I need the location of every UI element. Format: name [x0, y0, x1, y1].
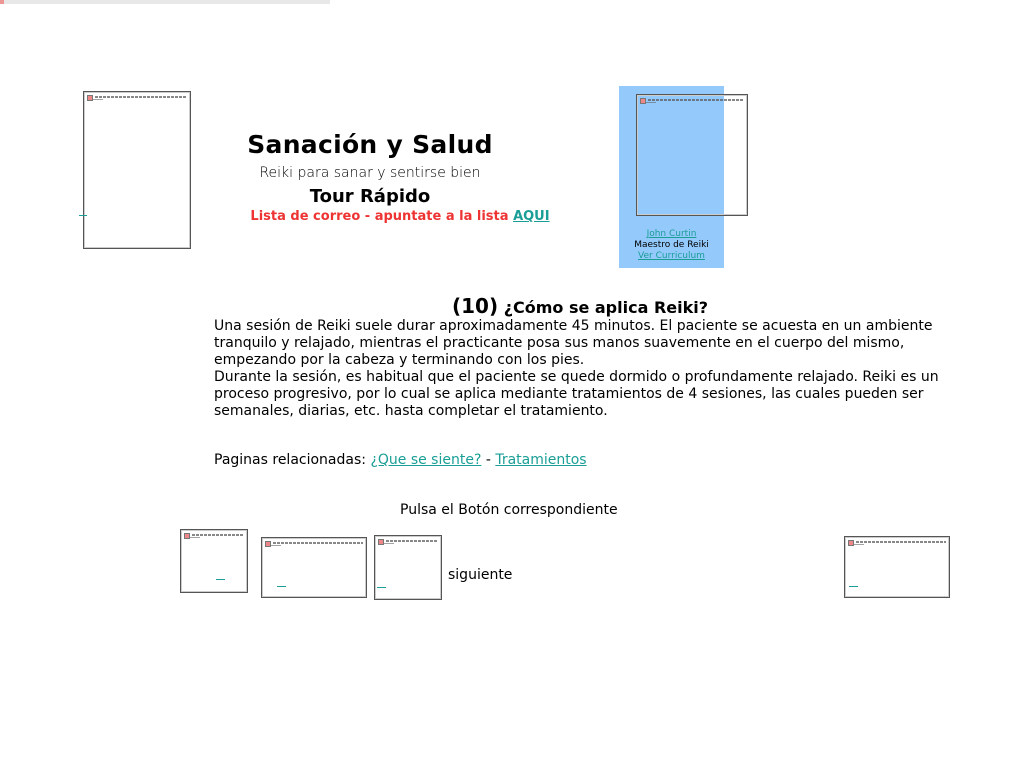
related-pages: [214, 452, 587, 468]
next-label: siguiente: [448, 567, 513, 583]
tour-heading: Tour Rápido: [309, 186, 431, 207]
broken-image-icon: [87, 95, 93, 101]
article-paragraph-2: Durante la sesión, es habitual que el paciente se quede dormido o profundamente relajado. Reiki es un proceso progresivo, por lo cual se aplica mediante tratamientos de 4 sesiones, las cuales pueden ser semanales, diarias, etc. hasta completar el tratamiento.: [214, 369, 939, 419]
left-image-link[interactable]: [79, 215, 87, 216]
nav-button-3[interactable]: [374, 535, 442, 600]
article-paragraph-1: Una sesión de Reiki suele durar aproximadamente 45 minutos. El paciente se acuesta en un ambiente tranquilo y relajado, mientras el practicante posa sus manos suavemente en el cuerpo del mismo, empezando por la cabeza y terminando con los pies.: [214, 318, 933, 368]
article-heading: [380, 294, 780, 318]
broken-image-icon: [640, 98, 646, 104]
mailing-list: [180, 209, 620, 224]
site-subtitle: Reiki para sanar y sentirse bien: [259, 165, 481, 181]
nav-button-2-link[interactable]: [277, 586, 286, 587]
nav-button-right[interactable]: [844, 536, 950, 598]
related-link-que-se-siente[interactable]: ¿Que se siente?: [370, 452, 482, 468]
mailing-list-text: Lista de correo - apuntate a la lista: [250, 209, 514, 224]
article-question: ¿Cómo se aplica Reiki?: [503, 298, 709, 317]
author-name-link[interactable]: John Curtin: [646, 229, 697, 239]
related-separator: -: [481, 452, 496, 468]
nav-button-1-link[interactable]: [216, 579, 225, 580]
author-role: Maestro de Reiki: [634, 240, 709, 250]
author-photo: [636, 94, 748, 216]
site-title: Sanación y Salud: [247, 130, 493, 159]
author-info: [619, 229, 724, 262]
nav-button-2[interactable]: [261, 537, 367, 598]
broken-image-icon: [184, 533, 190, 539]
related-link-tratamientos[interactable]: Tratamientos: [495, 452, 587, 468]
article-body: [214, 318, 954, 420]
broken-image-icon: [848, 540, 854, 546]
top-image-strip: [0, 0, 330, 4]
curriculum-link[interactable]: Ver Curriculum: [638, 251, 705, 261]
broken-image-icon: [265, 541, 271, 547]
article-number: (10): [451, 294, 499, 318]
mailing-list-link[interactable]: AQUI: [513, 209, 550, 224]
nav-button-1[interactable]: [180, 529, 248, 593]
navigation-instruction: Pulsa el Botón correspondiente: [400, 502, 618, 518]
related-label: Paginas relacionadas:: [214, 452, 371, 468]
broken-image-icon: [378, 539, 384, 545]
left-logo-image: [83, 91, 191, 249]
nav-button-right-link[interactable]: [849, 586, 858, 587]
nav-button-3-link[interactable]: [377, 587, 386, 588]
